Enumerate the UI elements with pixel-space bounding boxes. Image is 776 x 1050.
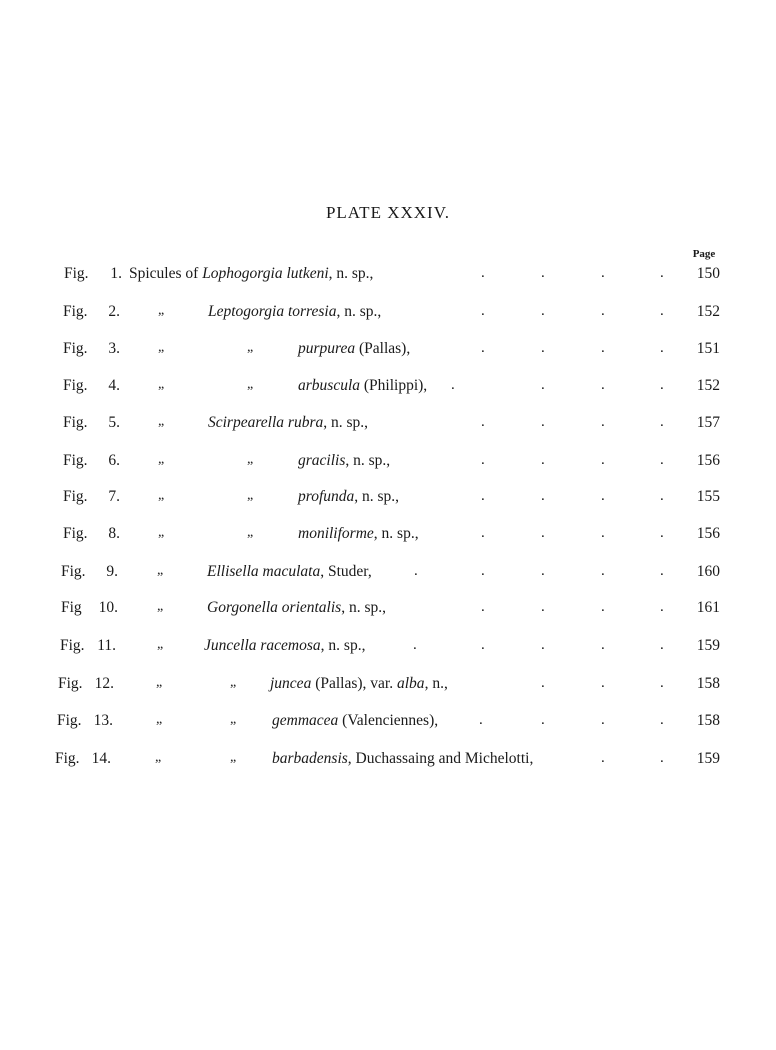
ditto-mark: „ xyxy=(157,563,164,578)
ditto-mark: „ xyxy=(230,675,237,690)
entry-prefix: Spicules of xyxy=(129,265,203,282)
fig-number: 9. xyxy=(106,563,118,580)
species-name: lutkeni xyxy=(286,265,329,282)
figure-entry-4 xyxy=(0,377,776,401)
ditto-mark: „ xyxy=(230,712,237,727)
ditto-mark: „ xyxy=(155,750,162,765)
figure-entry-10 xyxy=(0,599,776,623)
leader-dot: . xyxy=(541,414,545,430)
entry-rest: , n. sp., xyxy=(336,303,382,320)
fig-number: 13. xyxy=(93,712,113,729)
fig-label: Fig. xyxy=(63,525,88,542)
page-number: 157 xyxy=(696,414,720,431)
page-number: 158 xyxy=(696,675,720,692)
entry-rest: (Pallas), var. xyxy=(311,675,397,692)
leader-dot: . xyxy=(481,488,485,504)
ditto-mark: „ xyxy=(157,599,164,614)
leader-dot: . xyxy=(541,525,545,541)
variety-name: alba xyxy=(397,675,425,692)
leader-dot: . xyxy=(541,377,545,393)
species-name: purpurea xyxy=(298,340,356,357)
species-name: maculata xyxy=(262,563,321,580)
leader-dot: . xyxy=(413,637,417,653)
leader-dot: . xyxy=(481,563,485,579)
fig-label: Fig. xyxy=(57,712,82,729)
leader-dot: . xyxy=(481,303,485,319)
fig-label: Fig xyxy=(61,599,82,616)
leader-dot: . xyxy=(541,452,545,468)
fig-label: Fig. xyxy=(61,563,86,580)
figure-entry-14 xyxy=(0,750,776,774)
leader-dot: . xyxy=(601,340,605,356)
leader-dot: . xyxy=(414,563,418,579)
species-name: rubra xyxy=(287,414,324,431)
leader-dot: . xyxy=(541,712,545,728)
fig-number: 3. xyxy=(108,340,120,357)
entry-text xyxy=(298,452,390,470)
leader-dot: . xyxy=(541,637,545,653)
ditto-mark: „ xyxy=(158,340,165,355)
ditto-mark: „ xyxy=(156,675,163,690)
leader-dot: . xyxy=(601,303,605,319)
page-number: 151 xyxy=(696,340,720,357)
leader-dot: . xyxy=(601,377,605,393)
leader-dot: . xyxy=(481,525,485,541)
entry-rest: , n. sp., xyxy=(345,452,391,469)
entry-text xyxy=(298,377,427,395)
fig-number: 10. xyxy=(98,599,118,616)
leader-dot: . xyxy=(660,637,664,653)
fig-number: 4. xyxy=(108,377,120,394)
page-number: 156 xyxy=(696,452,720,469)
species-name: torresia xyxy=(287,303,337,320)
ditto-mark: „ xyxy=(157,637,164,652)
leader-dot: . xyxy=(601,712,605,728)
entry-text xyxy=(298,488,399,506)
species-name: gracilis xyxy=(298,452,346,469)
entry-text xyxy=(272,712,438,730)
species-name: gemmacea xyxy=(272,712,339,729)
fig-number: 14. xyxy=(91,750,111,767)
page-number: 159 xyxy=(696,750,720,767)
fig-label: Fig. xyxy=(63,488,88,505)
entry-text xyxy=(298,340,410,358)
ditto-mark: „ xyxy=(230,750,237,765)
ditto-mark: „ xyxy=(158,377,165,392)
species-name: racemosa xyxy=(260,637,321,654)
fig-number: 1. xyxy=(110,265,122,282)
ditto-mark: „ xyxy=(158,414,165,429)
leader-dot: . xyxy=(601,265,605,281)
leader-dot: . xyxy=(660,599,664,615)
species-name: arbuscula xyxy=(298,377,360,394)
figure-entry-2 xyxy=(0,303,776,327)
page-number: 152 xyxy=(696,377,720,394)
ditto-mark: „ xyxy=(158,525,165,540)
entry-text xyxy=(204,637,365,655)
fig-label: Fig. xyxy=(63,340,88,357)
ditto-mark: „ xyxy=(247,340,254,355)
fig-label: Fig. xyxy=(64,265,89,282)
figure-entry-9 xyxy=(0,563,776,587)
fig-label: Fig. xyxy=(55,750,80,767)
figure-entry-13 xyxy=(0,712,776,736)
entry-text xyxy=(208,414,368,432)
entry-text xyxy=(129,265,373,283)
leader-dot: . xyxy=(601,675,605,691)
leader-dot: . xyxy=(601,563,605,579)
leader-dot: . xyxy=(660,488,664,504)
figure-entry-11 xyxy=(0,637,776,661)
leader-dot: . xyxy=(541,303,545,319)
fig-label: Fig. xyxy=(63,414,88,431)
genus-name: Gorgonella xyxy=(207,599,278,616)
leader-dot: . xyxy=(660,414,664,430)
leader-dot: . xyxy=(601,414,605,430)
genus-name: Lophogorgia xyxy=(202,265,283,282)
entry-text xyxy=(207,563,372,581)
species-name: profunda xyxy=(298,488,355,505)
figure-entry-6 xyxy=(0,452,776,476)
figure-entry-1 xyxy=(0,265,776,289)
fig-number: 11. xyxy=(97,637,116,654)
genus-name: Juncella xyxy=(204,637,257,654)
page-number: 152 xyxy=(696,303,720,320)
entry-rest: , n. sp., xyxy=(328,265,374,282)
entry-rest: , n. sp., xyxy=(320,637,366,654)
leader-dot: . xyxy=(660,340,664,356)
page-number: 156 xyxy=(696,525,720,542)
leader-dot: . xyxy=(660,563,664,579)
leader-dot: . xyxy=(660,712,664,728)
leader-dot: . xyxy=(660,377,664,393)
entry-rest: , n. sp., xyxy=(373,525,419,542)
species-name: barbadensis xyxy=(272,750,348,767)
ditto-mark: „ xyxy=(247,525,254,540)
leader-dot: . xyxy=(481,637,485,653)
fig-number: 12. xyxy=(94,675,114,692)
fig-label: Fig. xyxy=(63,377,88,394)
figure-entry-3 xyxy=(0,340,776,364)
leader-dot: . xyxy=(481,452,485,468)
figure-entry-7 xyxy=(0,488,776,512)
ditto-mark: „ xyxy=(158,488,165,503)
entry-rest-2: , n., xyxy=(424,675,448,692)
entry-rest: , n. sp., xyxy=(354,488,400,505)
leader-dot: . xyxy=(660,525,664,541)
leader-dot: . xyxy=(660,750,664,766)
page-number: 159 xyxy=(696,637,720,654)
leader-dot: . xyxy=(541,265,545,281)
plate-title: PLATE XXXIV. xyxy=(325,203,451,222)
figure-entry-5 xyxy=(0,414,776,438)
leader-dot: . xyxy=(541,488,545,504)
fig-label: Fig. xyxy=(63,303,88,320)
leader-dot: . xyxy=(601,750,605,766)
entry-rest: , Studer, xyxy=(320,563,372,580)
leader-dot: . xyxy=(601,599,605,615)
entry-rest: , n. sp., xyxy=(323,414,369,431)
page-number: 150 xyxy=(696,265,720,282)
leader-dot: . xyxy=(541,340,545,356)
ditto-mark: „ xyxy=(158,303,165,318)
fig-number: 8. xyxy=(108,525,120,542)
fig-label: Fig. xyxy=(58,675,83,692)
figure-entry-8 xyxy=(0,525,776,549)
page-number: 158 xyxy=(696,712,720,729)
ditto-mark: „ xyxy=(247,452,254,467)
genus-name: Leptogorgia xyxy=(208,303,285,320)
leader-dot: . xyxy=(601,637,605,653)
entry-rest: , Duchassaing and Michelotti, xyxy=(347,750,534,767)
figure-entry-12 xyxy=(0,675,776,699)
entry-text xyxy=(272,750,533,768)
page-number: 161 xyxy=(696,599,720,616)
leader-dot: . xyxy=(660,303,664,319)
entry-rest: , n. sp., xyxy=(341,599,386,616)
leader-dot: . xyxy=(541,563,545,579)
page-number: 160 xyxy=(696,563,720,580)
leader-dot: . xyxy=(601,452,605,468)
entry-text xyxy=(207,599,386,617)
entry-rest: (Philippi), xyxy=(360,377,428,394)
species-name: juncea xyxy=(270,675,312,692)
entry-text xyxy=(298,525,419,543)
leader-dot: . xyxy=(601,488,605,504)
ditto-mark: „ xyxy=(247,488,254,503)
leader-dot: . xyxy=(451,377,455,393)
fig-number: 2. xyxy=(108,303,120,320)
entry-rest: (Valenciennes), xyxy=(338,712,439,729)
ditto-mark: „ xyxy=(156,712,163,727)
genus-name: Scirpearella xyxy=(208,414,285,431)
leader-dot: . xyxy=(541,599,545,615)
leader-dot: . xyxy=(541,675,545,691)
fig-label: Fig. xyxy=(60,637,85,654)
leader-dot: . xyxy=(481,265,485,281)
leader-dot: . xyxy=(479,712,483,728)
species-name: moniliforme xyxy=(298,525,374,542)
fig-number: 5. xyxy=(108,414,120,431)
fig-label: Fig. xyxy=(63,452,88,469)
page-column-heading: Page xyxy=(692,248,716,260)
fig-number: 6. xyxy=(108,452,120,469)
leader-dot: . xyxy=(601,525,605,541)
entry-rest: (Pallas), xyxy=(355,340,411,357)
leader-dot: . xyxy=(660,675,664,691)
entry-text xyxy=(270,675,448,693)
leader-dot: . xyxy=(481,414,485,430)
entry-text xyxy=(208,303,381,321)
leader-dot: . xyxy=(660,265,664,281)
ditto-mark: „ xyxy=(247,377,254,392)
leader-dot: . xyxy=(481,599,485,615)
fig-number: 7. xyxy=(108,488,120,505)
leader-dot: . xyxy=(481,340,485,356)
genus-name: Ellisella xyxy=(207,563,259,580)
species-name: orientalis xyxy=(281,599,342,616)
leader-dot: . xyxy=(660,452,664,468)
ditto-mark: „ xyxy=(158,452,165,467)
page-number: 155 xyxy=(696,488,720,505)
